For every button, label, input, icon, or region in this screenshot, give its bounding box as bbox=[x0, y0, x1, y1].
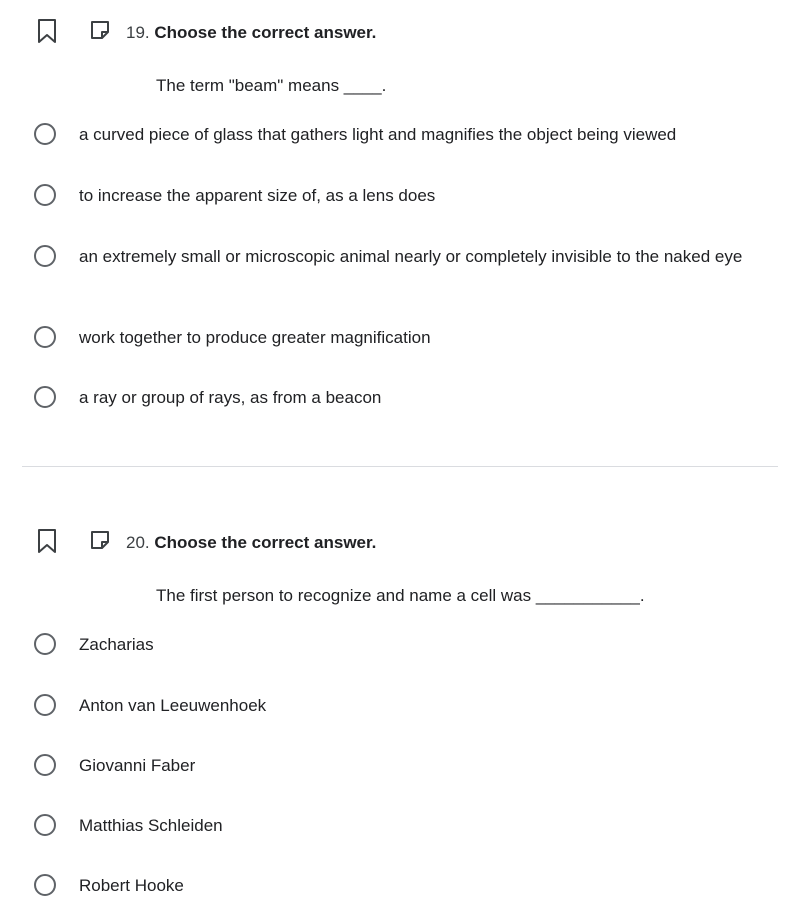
radio-button[interactable] bbox=[34, 386, 56, 408]
question-title bbox=[126, 22, 376, 44]
question-number: 19. bbox=[126, 23, 150, 42]
option-label[interactable]: an extremely small or microscopic animal nearly or completely invisible to the naked eye bbox=[79, 247, 743, 266]
option-label[interactable]: Robert Hooke bbox=[79, 876, 184, 895]
radio-button[interactable] bbox=[34, 123, 56, 145]
option-label[interactable]: Giovanni Faber bbox=[79, 756, 196, 775]
question-instruction: Choose the correct answer. bbox=[154, 533, 377, 552]
radio-button[interactable] bbox=[34, 245, 56, 267]
radio-button[interactable] bbox=[34, 326, 56, 348]
option-label[interactable]: a curved piece of glass that gathers light and magnifies the object being viewed bbox=[79, 125, 677, 144]
radio-button[interactable] bbox=[34, 184, 56, 206]
bookmark-icon[interactable] bbox=[36, 528, 58, 554]
option-label[interactable]: Anton van Leeuwenhoek bbox=[79, 696, 267, 715]
radio-button[interactable] bbox=[34, 633, 56, 655]
bookmark-icon[interactable] bbox=[36, 18, 58, 44]
question-prompt: The first person to recognize and name a cell was ___________. bbox=[156, 586, 645, 605]
radio-button[interactable] bbox=[34, 754, 56, 776]
radio-button[interactable] bbox=[34, 694, 56, 716]
question-prompt: The term "beam" means ____. bbox=[156, 76, 387, 95]
option-label[interactable]: Matthias Schleiden bbox=[79, 816, 223, 835]
radio-button[interactable] bbox=[34, 874, 56, 896]
question-instruction: Choose the correct answer. bbox=[154, 23, 377, 42]
note-icon[interactable] bbox=[88, 528, 112, 552]
question-divider bbox=[22, 466, 778, 467]
question-number: 20. bbox=[126, 533, 150, 552]
question-header bbox=[0, 18, 800, 58]
option-label[interactable]: Zacharias bbox=[79, 635, 154, 654]
note-icon[interactable] bbox=[88, 18, 112, 42]
question-title bbox=[126, 532, 376, 554]
radio-button[interactable] bbox=[34, 814, 56, 836]
question-header bbox=[0, 528, 800, 568]
option-label[interactable]: work together to produce greater magnification bbox=[79, 328, 431, 347]
option-label[interactable]: a ray or group of rays, as from a beacon bbox=[79, 388, 382, 407]
option-label[interactable]: to increase the apparent size of, as a lens does bbox=[79, 186, 436, 205]
